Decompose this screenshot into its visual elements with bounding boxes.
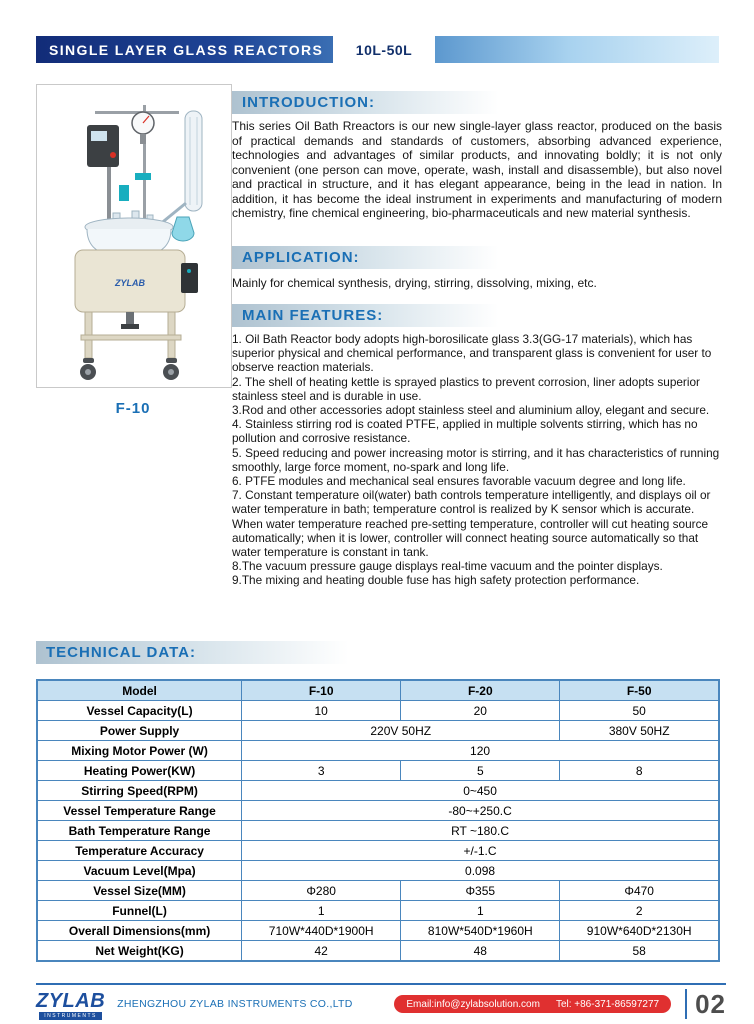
table-cell: 50 <box>560 701 719 721</box>
stirrer-shaft <box>107 167 111 223</box>
page-footer <box>36 983 726 1023</box>
feature-item: 6. PTFE modules and mechanical seal ensures favorable vacuum degree and long life. <box>232 474 686 489</box>
clamp <box>119 185 129 201</box>
page-number-divider <box>685 989 687 1019</box>
feature-item: 2. The shell of heating kettle is sprayed plastics to prevent corrosion, liner adopts superior stainless steel and is durable in use. <box>232 374 700 403</box>
table-cell: -80~+250.C <box>242 801 719 821</box>
technical-data-heading: TECHNICAL DATA: <box>36 641 391 664</box>
column-header-model: Model <box>37 680 242 701</box>
table-cell: 58 <box>560 941 719 962</box>
table-cell: 5 <box>401 761 560 781</box>
table-cell: 120 <box>242 741 719 761</box>
table-row <box>37 841 719 861</box>
product-image-frame <box>36 84 232 388</box>
pressure-gauge-icon <box>132 112 154 144</box>
table-row <box>37 861 719 881</box>
row-label: Bath Temperature Range <box>37 821 242 841</box>
table-cell: 910W*640D*2130H <box>560 921 719 941</box>
company-name: ZHENGZHOU ZYLAB INSTRUMENTS CO.,LTD <box>117 998 353 1010</box>
table-row <box>37 941 719 962</box>
feature-item: 4. Stainless stirring rod is coated PTFE, applied in multiple solvents stirring, which has no pollution and corrosive resistance. <box>232 417 698 446</box>
row-label: Vessel Capacity(L) <box>37 701 242 721</box>
table-cell: 10 <box>242 701 401 721</box>
column-header-f50: F-50 <box>560 680 719 701</box>
table-cell: 8 <box>560 761 719 781</box>
feature-item: 3.Rod and other accessories adopt stainless steel and aluminium alloy, elegant and secure. <box>232 403 710 418</box>
table-cell: 3 <box>242 761 401 781</box>
feature-item: 5. Speed reducing and power increasing motor is stirring, and it has characteristics of running smoothly, large force moment, no-spark and long life. <box>232 445 720 474</box>
table-row <box>37 901 719 921</box>
page-number: 02 <box>695 988 726 1019</box>
table-row <box>37 741 719 761</box>
table-cell: +/-1.C <box>242 841 719 861</box>
row-label: Stirring Speed(RPM) <box>37 781 242 801</box>
table-cell: 20 <box>401 701 560 721</box>
table-cell: Φ280 <box>242 881 401 901</box>
feature-item: 8.The vacuum pressure gauge displays real-time vacuum and the pointer displays. <box>232 559 663 574</box>
main-features-list <box>232 332 722 638</box>
capacity-range-badge: 10L-50L <box>333 36 435 63</box>
table-cell: Φ355 <box>401 881 560 901</box>
feature-item: 1. Oil Bath Reactor body adopts high-borosilicate glass 3.3(GG-17 materials), which has superior physical and chemical performance, and transparent glass is convenient for user to observe reaction materials. <box>232 332 712 375</box>
row-label: Overall Dimensions(mm) <box>37 921 242 941</box>
table-cell: 1 <box>401 901 560 921</box>
clamp <box>135 173 151 180</box>
logo-subtitle: INSTRUMENTS <box>39 1012 102 1020</box>
logo-text: ZYLAB <box>36 989 106 1012</box>
column-header-f10: F-10 <box>242 680 401 701</box>
row-label: Heating Power(KW) <box>37 761 242 781</box>
table-row <box>37 701 719 721</box>
product-model-caption: F-10 <box>115 400 151 417</box>
page-title: SINGLE LAYER GLASS REACTORS <box>49 41 324 58</box>
table-cell: Φ470 <box>560 881 719 901</box>
application-text: Mainly for chemical synthesis, drying, stirring, dissolving, mixing, etc. <box>232 276 597 290</box>
table-row <box>37 921 719 941</box>
table-row <box>37 801 719 821</box>
control-box <box>181 263 198 293</box>
table-cell: 0.098 <box>242 861 719 881</box>
table-cell: 42 <box>242 941 401 962</box>
table-row <box>37 721 719 741</box>
row-label: Net Weight(KG) <box>37 941 242 962</box>
row-label: Vessel Size(MM) <box>37 881 242 901</box>
application-heading: APPLICATION: <box>232 246 535 269</box>
table-cell: RT ~180.C <box>242 821 719 841</box>
drain-valve <box>121 312 139 329</box>
reactor-illustration <box>37 85 231 387</box>
row-label: Mixing Motor Power (W) <box>37 741 242 761</box>
table-cell: 0~450 <box>242 781 719 801</box>
table-row <box>37 881 719 901</box>
row-label: Vacuum Level(Mpa) <box>37 861 242 881</box>
table-row <box>37 821 719 841</box>
glass-kettle <box>87 229 171 253</box>
contact-bar <box>394 995 671 1013</box>
introduction-heading: INTRODUCTION: <box>232 91 535 114</box>
table-row <box>37 761 719 781</box>
feature-item: 7. Constant temperature oil(water) bath controls temperature intelligently, and displays oil or water temperature in bath; temperature control is realized by K sensor which is accurate. When water temperature reached pre-setting temperature, controller will cut heating source automatically; when it is lower, controller will connect heating source automatically so that water temperature is constant in tank. <box>232 488 711 560</box>
table-cell: 380V 50HZ <box>560 721 719 741</box>
table-cell: 48 <box>401 941 560 962</box>
technical-data-table <box>36 679 720 962</box>
main-features-heading: MAIN FEATURES: <box>232 304 535 327</box>
page-header-bar <box>36 36 719 63</box>
table-row <box>37 781 719 801</box>
contact-tel: Tel: +86-371-86597277 <box>555 998 660 1010</box>
receiving-flask <box>172 217 194 241</box>
bath-body <box>75 250 185 312</box>
introduction-text: This series Oil Bath Rreactors is our new single-layer glass reactor, produced on the basis of practical demands and standards of customers, absorbing advanced experience, technologies and advantages of similar products, and innovating boldly; it is not only convenient (one person can move, operate, wash, install and disassemble), but also novel and practical in structure, and it has elegant appearance, being in the lead in nation. In addition, it has become the ideal instrument in experiments and manufacturing of modern chemistry, fine chemical engineering, bio-pharmaceuticals and new material synthesis. <box>232 119 722 220</box>
table-cell: 2 <box>560 901 719 921</box>
column-header-f20: F-20 <box>401 680 560 701</box>
table-cell: 710W*440D*1900H <box>242 921 401 941</box>
row-label: Power Supply <box>37 721 242 741</box>
row-label: Vessel Temperature Range <box>37 801 242 821</box>
table-cell: 1 <box>242 901 401 921</box>
table-cell: 220V 50HZ <box>242 721 560 741</box>
contact-email: Email:info@zylabsolution.com <box>406 998 540 1010</box>
row-label: Funnel(L) <box>37 901 242 921</box>
table-header-row <box>37 680 719 701</box>
zylab-logo <box>36 991 105 1020</box>
casters <box>80 358 179 380</box>
row-label: Temperature Accuracy <box>37 841 242 861</box>
machine-brand-label: ZYLAB <box>115 278 145 288</box>
table-cell: 810W*540D*1960H <box>401 921 560 941</box>
stirrer-motor <box>87 125 119 167</box>
feature-item: 9.The mixing and heating double fuse has high safety protection performance. <box>232 573 640 588</box>
condenser-column <box>159 111 202 225</box>
